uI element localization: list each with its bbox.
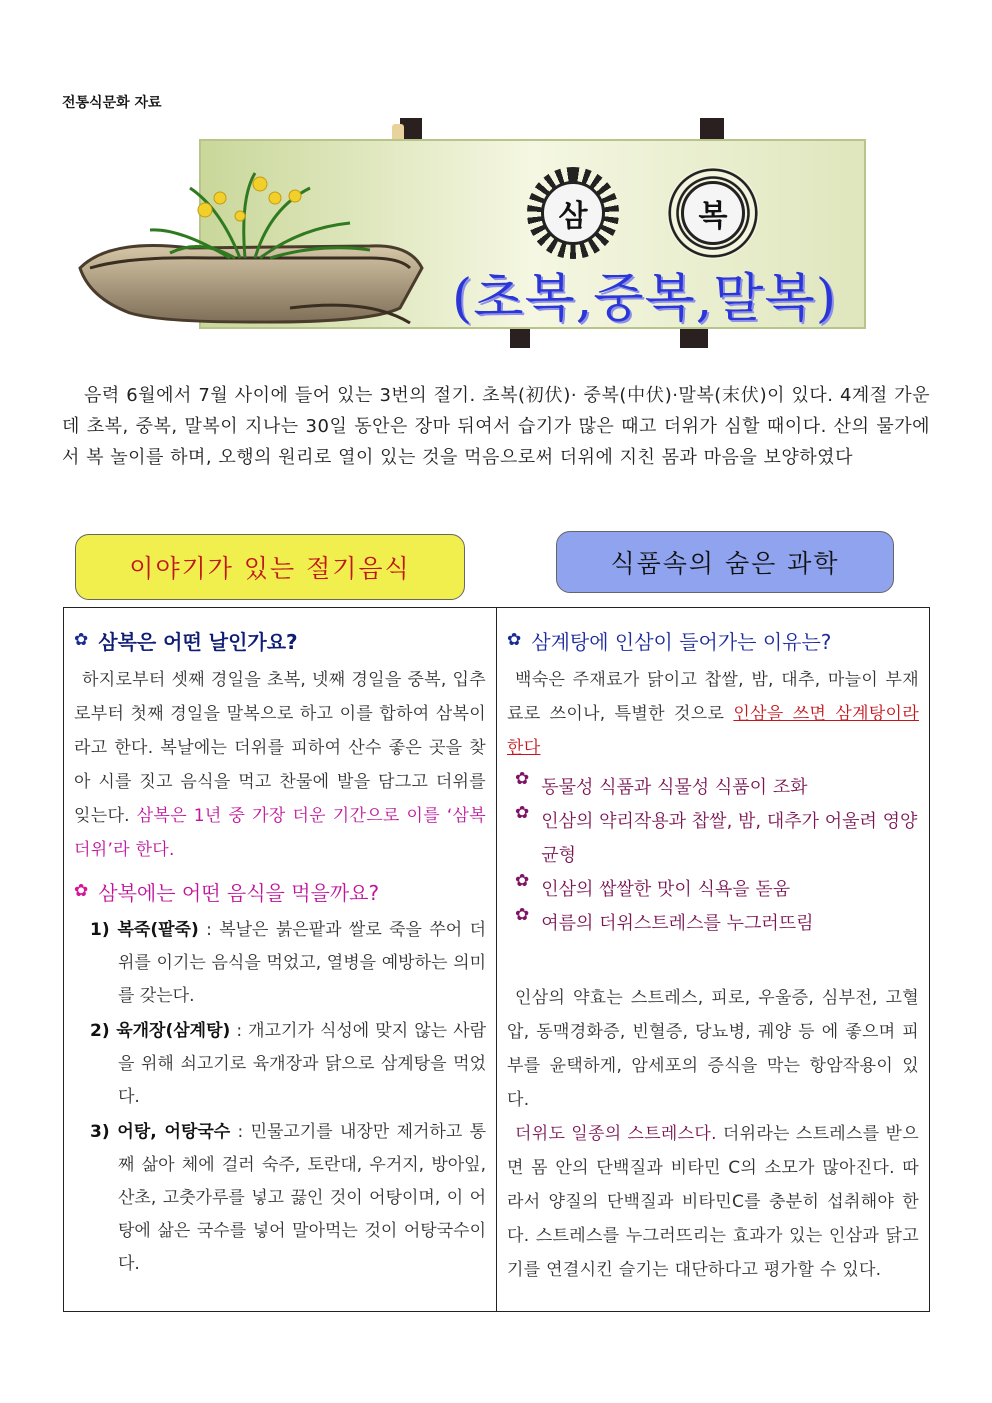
food-name: 2) 육개장(삼계탕) (90, 1021, 231, 1041)
heat-stress-paragraph (507, 1117, 919, 1287)
document-label: 전통식문화 자료 (62, 95, 162, 111)
banner-subtitle: (초복,중복,말복) (452, 269, 838, 329)
list-item (507, 805, 919, 873)
food-desc: : 복날은 붉은팥과 쌀로 죽을 쑤어 더위를 이기는 음식을 먹었고, 열병을 예방하는 의미를 갖는다. (118, 920, 486, 1006)
section-label-seasonal-food: 이야기가 있는 절기음식 (75, 534, 465, 600)
flower-bullet-icon: ✿ (515, 803, 530, 823)
flower-bullet-icon: ✿ (515, 769, 530, 789)
ginseng-effects-paragraph: 인삼의 약효는 스트레스, 피로, 우울증, 심부전, 고혈압, 동맥경화증, 빈혈증, 당뇨병, 궤양 등 에 좋으며 피부를 윤택하게, 암세포의 증식을 막는 항암작용이 있다. (507, 988, 919, 1110)
heat-stress-highlight: 더위도 일종의 스트레스다. (515, 1124, 717, 1144)
benefit-list (507, 771, 919, 941)
heading-foods-text: 삼복에는 어떤 음식을 먹을까요? (98, 881, 380, 905)
heat-stress-text: 더위라는 스트레스를 받으면 몸 안의 단백질과 비타민 C의 소모가 많아진다. 따라서 양질의 단백질과 비타민C를 충분히 섭취해야 한다. 스트레스를 누그러뜨리는 효과가 있는 인삼과 닭고기를 연결시킨 슬기는 대단하다고 평가할 수 있다. (507, 1124, 919, 1280)
benefit-text: 인삼의 약리작용과 찹쌀, 밤, 대추가 어울려 영양 균형 (541, 811, 918, 866)
seal-sam-char: 삼 (541, 181, 605, 245)
heading-sambok-text: 삼복은 어떤 날인가요? (98, 630, 298, 654)
heading-ginseng-text: 삼계탕에 인삼이 들어가는 이유는? (531, 630, 832, 654)
flower-bullet-icon: ✿ (515, 905, 530, 925)
list-item (507, 873, 919, 907)
benefit-text: 여름의 더위스트레스를 누그러뜨림 (541, 913, 814, 934)
food-desc: : 개고기가 식성에 맞지 않는 사람을 위해 쇠고기로 육개장과 닭으로 삼계탕을 먹었다. (118, 1021, 487, 1107)
food-name: 3) 어탕, 어탕국수 (90, 1122, 231, 1142)
benefit-text: 인삼의 쌉쌀한 맛이 식욕을 돋움 (541, 879, 791, 900)
heading-ginseng (507, 626, 919, 655)
right-column (497, 608, 929, 1311)
list-item (507, 771, 919, 805)
seal-bok-char: 복 (681, 181, 745, 245)
food-desc: : 민물고기를 내장만 제거하고 통째 삶아 체에 걸러 숙주, 토란대, 우거지, 방아잎, 산초, 고춧가루를 넣고 끓인 것이 어탕이며, 이 어탕에 삶은 국수를 넣어 말아먹는 것이 어탕국수이다. (118, 1122, 486, 1274)
food-name: 1) 복죽(팥죽) (90, 920, 199, 940)
title-banner (70, 118, 940, 348)
samgyetang-highlight: 인삼을 쓰면 삼계탕이라 한다 (507, 704, 919, 758)
flower-bullet-icon: ✿ (74, 881, 89, 901)
seal-sam (527, 167, 619, 259)
sambok-paragraph (74, 663, 486, 867)
sambok-highlight: 삼복은 1년 중 가장 더운 기간으로 이를 ‘삼복더위’라 한다. (74, 806, 486, 860)
seal-bok (667, 167, 759, 259)
left-column (64, 608, 497, 1311)
intro-paragraph: 음력 6월에서 7월 사이에 들어 있는 3번의 절기. 초복(初伏)· 중복(中伏)·말복(末伏)이 있다. 4계절 가운데 초복, 중복, 말복이 지나는 30일 동안은 장마 뒤여서 습기가 많은 때고 더위가 심할 때이다. 산의 물가에서 복 놀이를 하며, 오행의 원리로 열이 있는 것을 먹음으로써 더위에 지친 몸과 마음을 보양하였다 (62, 385, 930, 468)
sambok-text: 하지로부터 셋째 경일을 초복, 넷째 경일을 중복, 입추로부터 첫째 경일을 말복으로 하고 이를 합하여 삼복이라고 한다. 복날에는 더위를 피하여 산수 좋은 곳을 찾아 시를 짓고 음식을 먹고 찬물에 발을 담그고 더위를 잊는다. (74, 670, 486, 826)
list-item (507, 907, 919, 941)
samgyetang-paragraph (507, 663, 919, 765)
food-item (74, 914, 486, 1013)
flower-bullet-icon: ✿ (74, 630, 89, 650)
food-item (74, 1015, 486, 1114)
heading-sambok (74, 626, 486, 655)
flower-bullet-icon: ✿ (515, 871, 530, 891)
section-label-food-science: 식품속의 숨은 과학 (556, 531, 894, 593)
flower-bullet-icon: ✿ (507, 630, 522, 650)
heading-foods (74, 877, 486, 906)
content-table (63, 607, 930, 1312)
food-item (74, 1116, 486, 1281)
benefit-text: 동물성 식품과 식물성 식품이 조화 (541, 777, 808, 798)
samgyetang-text: 백숙은 주재료가 닭이고 찹쌀, 밤, 대추, 마늘이 부재료로 쓰이나, 특별한 것으로 (507, 670, 919, 724)
